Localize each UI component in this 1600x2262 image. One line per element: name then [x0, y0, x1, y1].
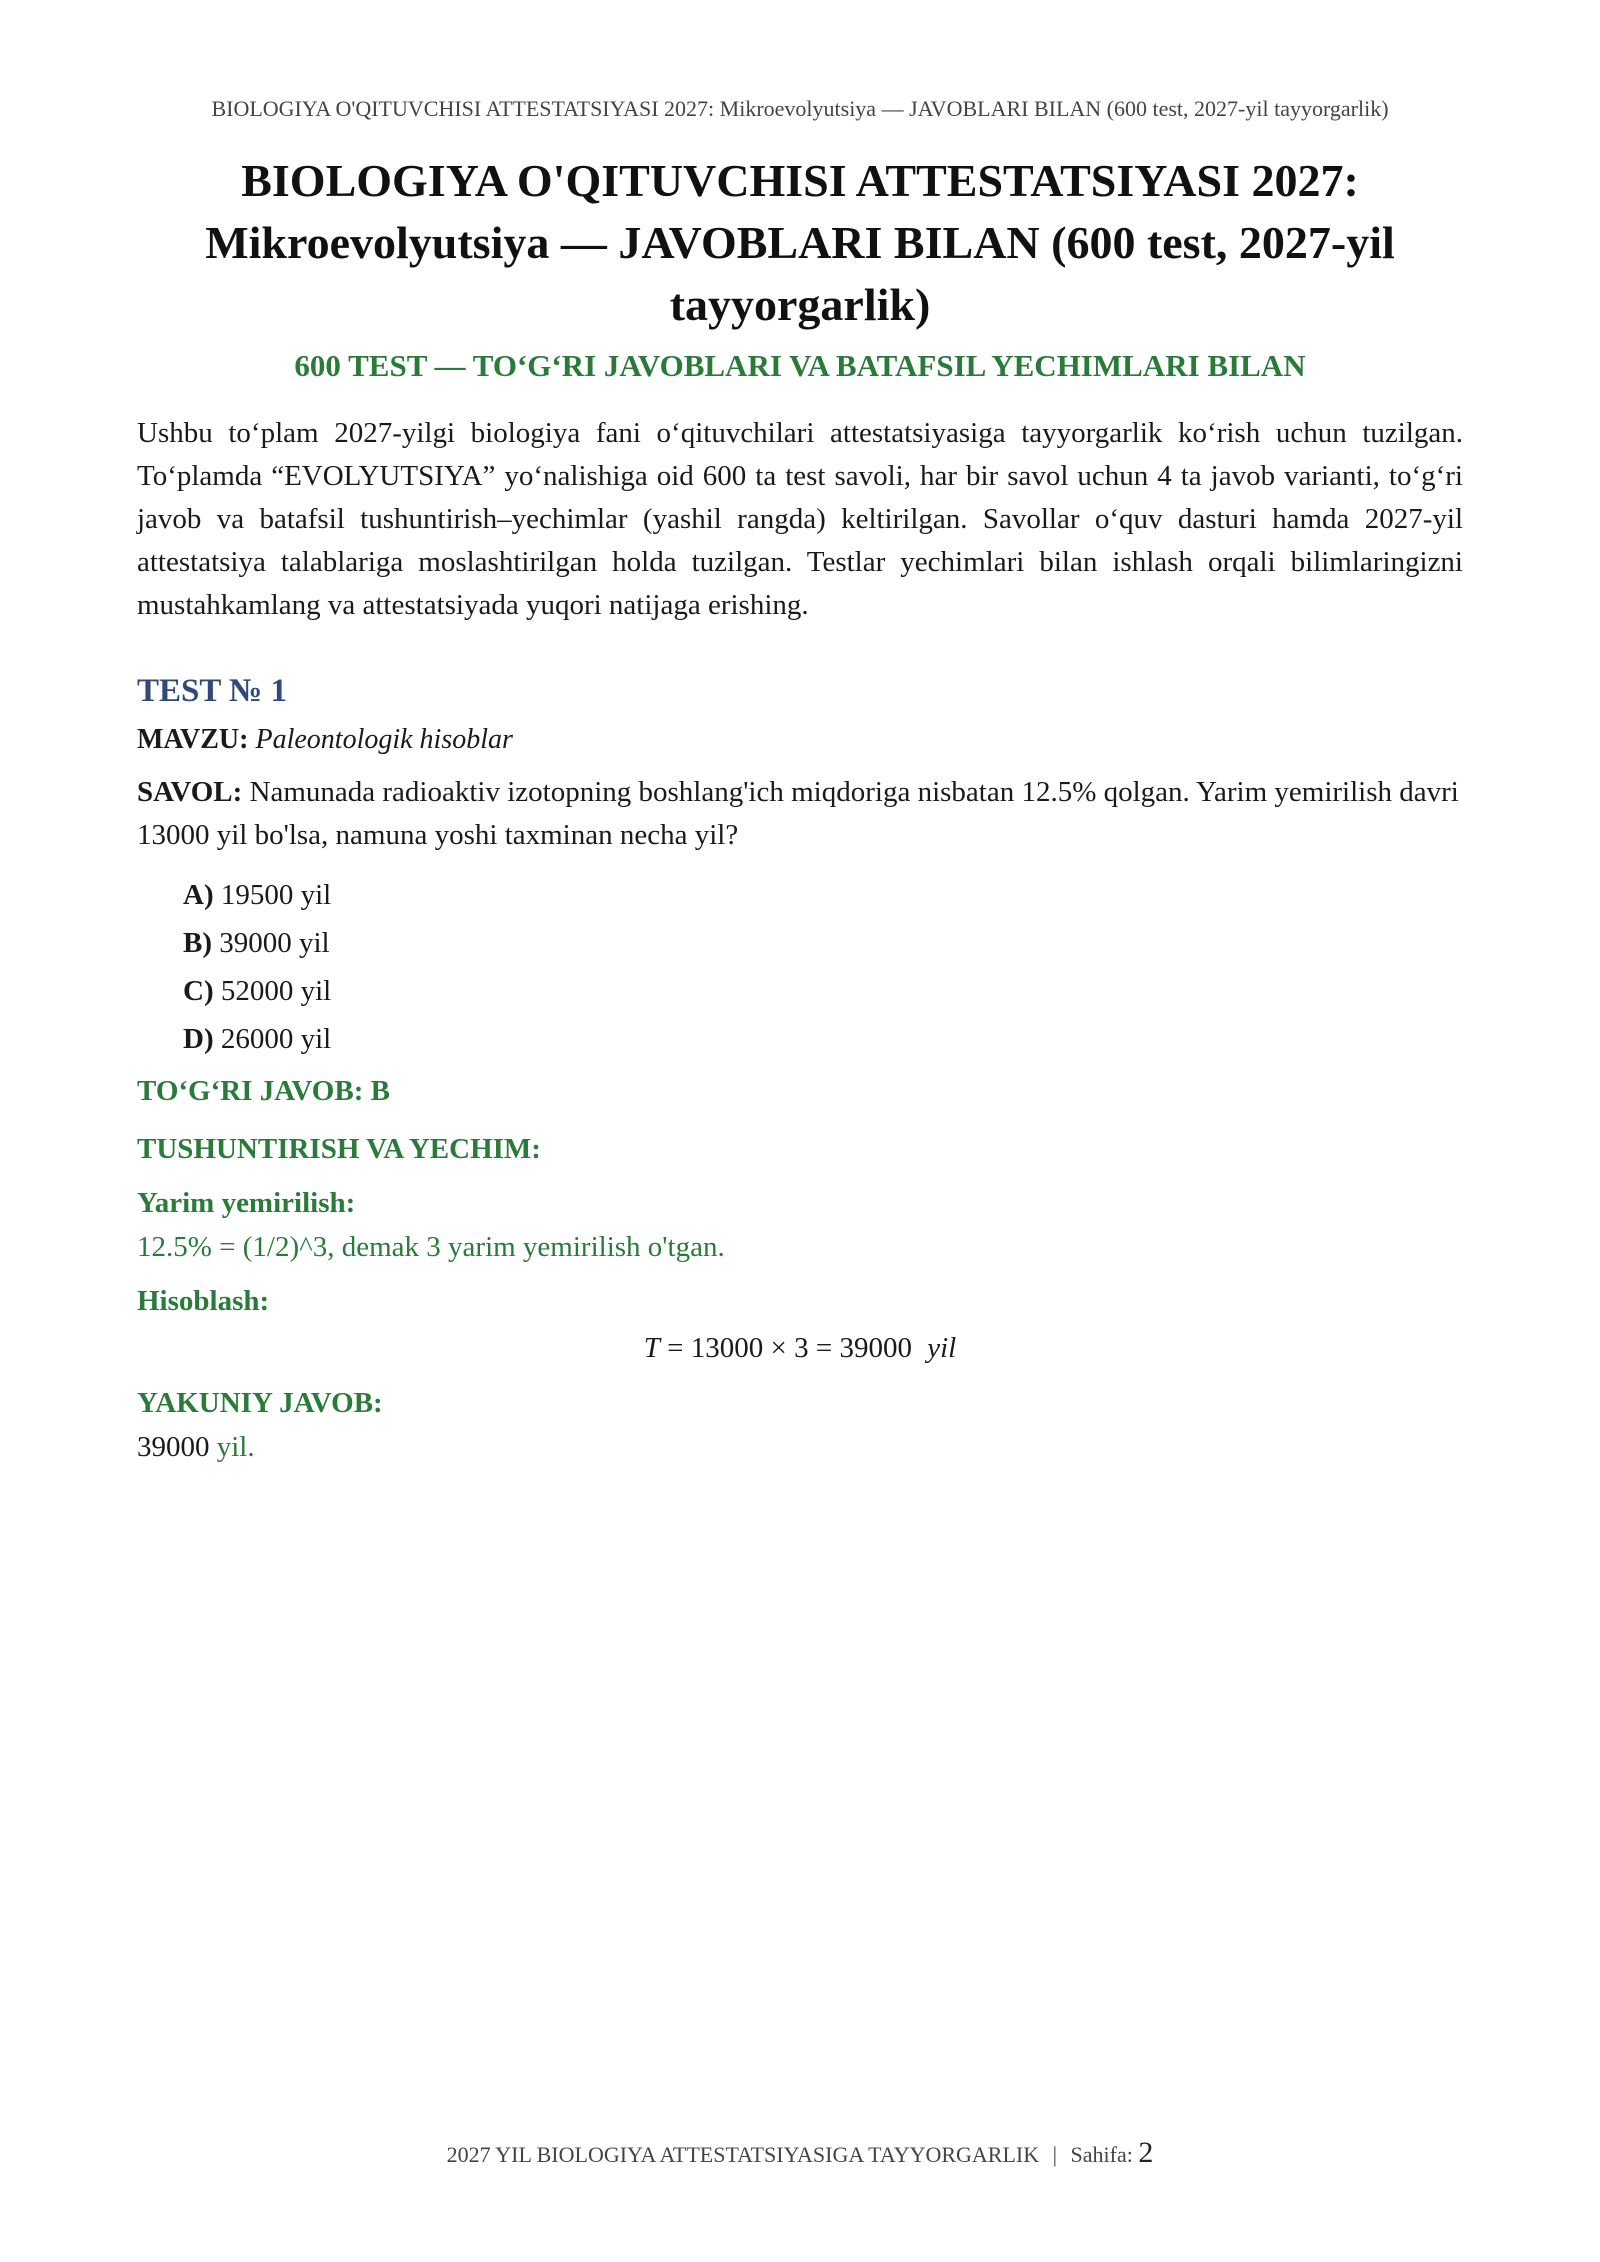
- final-answer: [137, 1425, 1463, 1469]
- explanation-heading: TUSHUNTIRISH VA YECHIM:: [137, 1133, 541, 1165]
- option-letter: D): [183, 1023, 214, 1055]
- option-c: [183, 967, 1463, 1015]
- page-number: 2: [1138, 2136, 1154, 2169]
- final-unit: yil.: [209, 1431, 255, 1463]
- formula-expression: = 13000 × 3 = 39000: [659, 1332, 920, 1364]
- footer-page-label: Sahifa:: [1070, 2142, 1133, 2167]
- step1-heading: Yarim yemirilish:: [137, 1187, 356, 1219]
- running-header: BIOLOGIYA O'QITUVCHISI ATTESTATSIYASI 2027: Mikroevolyutsiya — JAVOBLARI BILAN (600 test, 2027-yil tayyorgarlik): [211, 96, 1389, 121]
- option-text: 26000 yil: [220, 1023, 332, 1055]
- step1-text: 12.5% = (1/2)^3, demak 3 yarim yemirilish o'tgan.: [137, 1231, 725, 1263]
- topic-value: Paleontologik hisoblar: [255, 724, 513, 755]
- footer-text: 2027 YIL BIOLOGIYA ATTESTATSIYASIGA TAYYORGARLIK: [446, 2142, 1040, 2167]
- final-answer-heading: YAKUNIY JAVOB:: [137, 1387, 383, 1419]
- option-text: 19500 yil: [220, 879, 332, 911]
- answer-options: [137, 871, 1463, 1063]
- option-d: [183, 1015, 1463, 1063]
- formula-unit: yil: [927, 1332, 957, 1364]
- option-letter: C): [183, 975, 214, 1007]
- option-text: 39000 yil: [219, 927, 330, 959]
- option-letter: B): [183, 927, 212, 959]
- option-b: [183, 919, 1463, 967]
- question-text: Namunada radioaktiv izotopning boshlang'ich miqdoriga nisbatan 12.5% qolgan. Yarim yemirilish davri 13000 yil bo'lsa, namuna yoshi taxminan necha yil?: [137, 776, 1459, 851]
- test-heading: TEST № 1: [137, 673, 287, 709]
- option-text: 52000 yil: [220, 975, 332, 1007]
- question: [137, 771, 1463, 857]
- final-value: 39000: [137, 1431, 210, 1463]
- calculation-formula: [137, 1325, 1463, 1371]
- step2-heading: Hisoblash:: [137, 1285, 270, 1317]
- footer-separator: |: [1052, 2142, 1058, 2167]
- document-title: BIOLOGIYA O'QITUVCHISI ATTESTATSIYASI 2027: Mikroevolyutsiya — JAVOBLARI BILAN (600 test, 2027-yil tayyorgarlik): [205, 155, 1395, 330]
- intro-paragraph: Ushbu to‘plam 2027-yilgi biologiya fani o‘qituvchilari attestatsiyasiga tayyorgarlik ko‘rish uchun tuzilgan. To‘plamda “EVOLYUTSIYA” yo‘nalishiga oid 600 ta test savoli, har bir savol uchun 4 ta javob varianti, to‘g‘ri javob va batafsil tushuntirish–yechimlar (yashil rangda) keltirilgan. Savollar o‘quv dasturi hamda 2027-yil attestatsiya talablariga moslashtirilgan holda tuzilgan. Testlar yechimlari bilan ishlash orqali bilimlaringizni mustahkamlang va attestatsiyada yuqori natijaga erishing.: [137, 417, 1463, 621]
- correct-answer: TO‘G‘RI JAVOB: B: [137, 1075, 390, 1107]
- formula-variable: T: [643, 1332, 660, 1364]
- page-content: [137, 150, 1463, 1469]
- document-subtitle: 600 TEST — TO‘G‘RI JAVOBLARI VA BATAFSIL YECHIMLARI BILAN: [294, 348, 1306, 383]
- page-footer: [0, 2136, 1600, 2170]
- option-letter: A): [183, 879, 214, 911]
- option-a: [183, 871, 1463, 919]
- topic-label: MAVZU:: [137, 724, 249, 755]
- topic-line: [137, 721, 1463, 759]
- question-label: SAVOL:: [137, 776, 243, 808]
